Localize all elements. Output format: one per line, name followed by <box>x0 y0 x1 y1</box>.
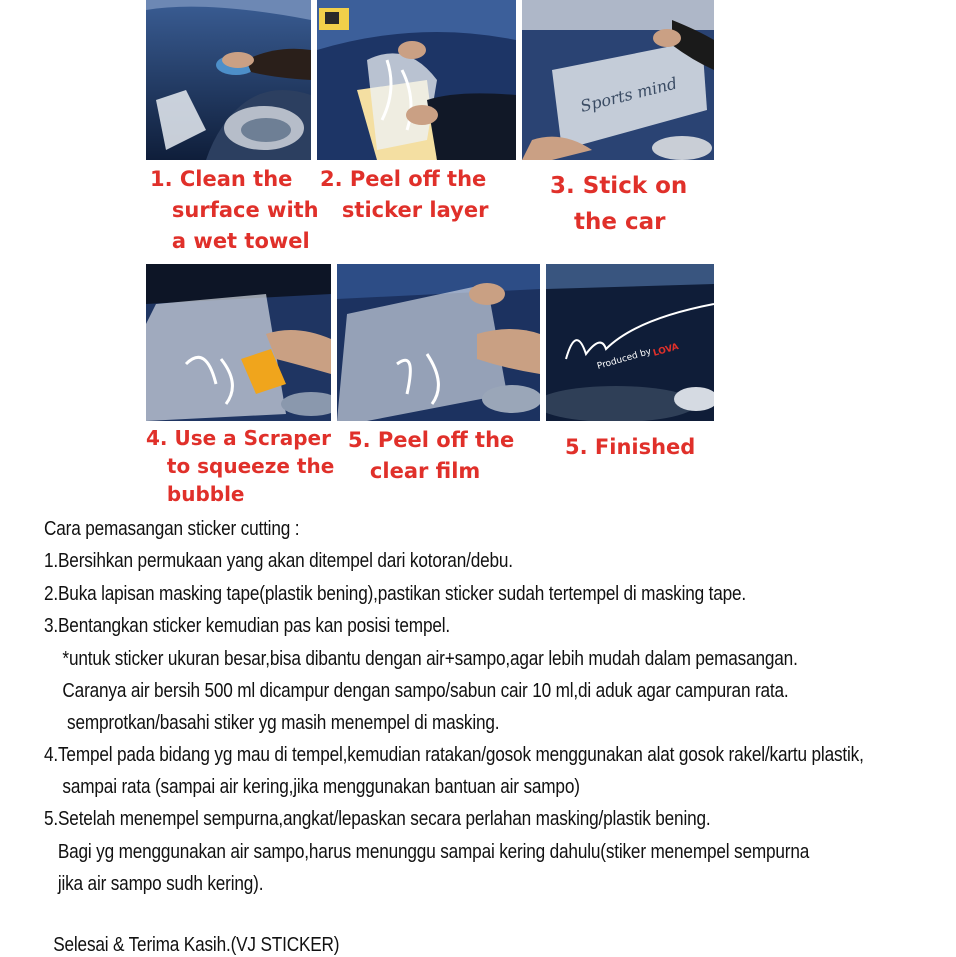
step-4-caption: 4. Use a Scraper to squeeze the bubble <box>146 426 335 506</box>
step-6-photo <box>546 264 714 421</box>
sticker-script-text: Sports mind <box>578 73 680 116</box>
instruction-line: 5.Setelah menempel sempurna,angkat/lepaskan secara perlahan masking/plastik bening. <box>44 808 711 830</box>
step-2-photo <box>317 0 516 160</box>
step-3-photo <box>522 0 714 160</box>
instruction-line: 4.Tempel pada bidang yg mau di tempel,kemudian ratakan/gosok menggunakan alat gosok rakel/kartu plastik, <box>44 744 864 766</box>
sticker-brand-text: LOVA <box>652 342 680 359</box>
instruction-line: 2.Buka lapisan masking tape(plastik bening),pastikan sticker sudah tertempel di masking tape. <box>44 583 747 605</box>
instruction-line: *untuk sticker ukuran besar,bisa dibantu dengan air+sampo,agar lebih mudah dalam pemasangan. <box>44 648 798 670</box>
instruction-line: Caranya air bersih 500 ml dicampur dengan sampo/sabun cair 10 ml,di aduk agar campuran rata. <box>44 680 789 702</box>
closing-text: Selesai & Terima Kasih.(VJ STICKER) <box>44 934 340 956</box>
step-1-caption: 1. Clean the surface with a wet towel <box>150 167 319 253</box>
step-5-caption: 5. Peel off the clear film <box>348 428 515 483</box>
instruction-line: Bagi yg menggunakan air sampo,harus menunggu sampai kering dahulu(stiker menempel sempurna <box>44 841 810 863</box>
step-4-photo <box>146 264 331 421</box>
instruction-line: 3.Bentangkan sticker kemudian pas kan posisi tempel. <box>44 615 451 637</box>
step-2-caption: 2. Peel off the sticker layer <box>320 167 489 222</box>
instruction-line: 1.Bersihkan permukaan yang akan ditempel dari kotoran/debu. <box>44 550 513 572</box>
step-6-caption: 5. Finished <box>565 435 696 459</box>
sticker-produced-text: Produced by <box>596 346 653 372</box>
instruction-line: sampai rata (sampai air kering,jika menggunakan bantuan air sampo) <box>44 776 580 798</box>
instructions-title: Cara pemasangan sticker cutting : <box>44 518 300 540</box>
instruction-line: jika air sampo sudh kering). <box>44 873 264 895</box>
instruction-line: semprotkan/basahi stiker yg masih menempel di masking. <box>44 712 500 734</box>
step-1-photo <box>146 0 311 160</box>
step-5-photo <box>337 264 540 421</box>
step-3-caption: 3. Stick on the car <box>550 173 688 235</box>
